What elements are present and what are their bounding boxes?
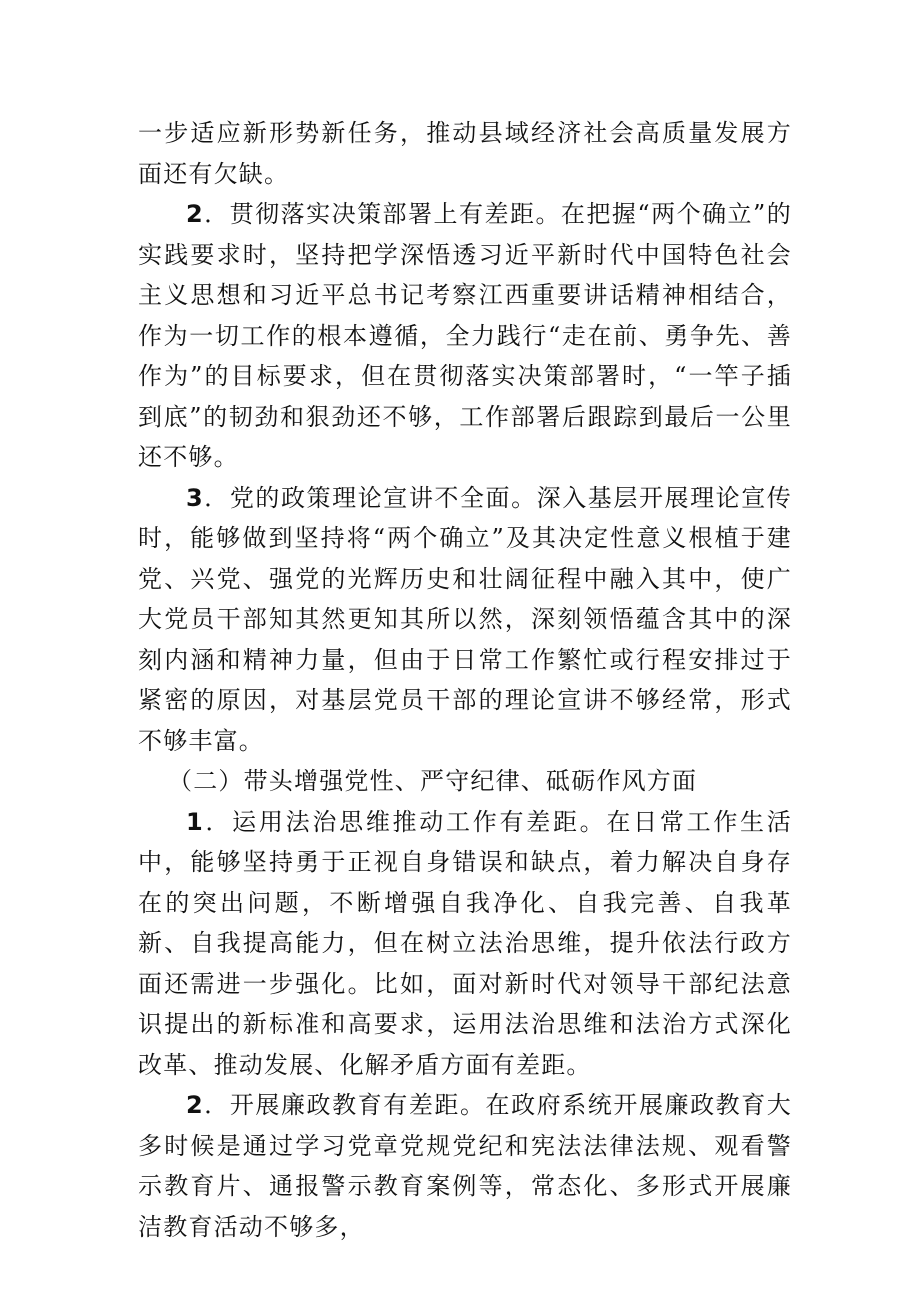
item-number: 2 <box>186 1091 204 1119</box>
paragraph-text: ．运用法治思维推动工作有差距。在日常工作生活中，能够坚持勇于正视自身错误和缺点，着力解决自身存在的突出问题，不断增强自我净化、自我完善、自我革新、自我提高能力，但在树立法治思维，提升依法行政方面还需进一步强化。比如，面对新时代对领导干部纪法意识提出的新标准和高要求，运用法治思维和法治方式深化改革、推动发展、化解矛盾方面有差距。 <box>138 807 792 1079</box>
paragraph-text: ．贯彻落实决策部署上有差距。在把握“两个确立”的实践要求时，坚持把学深悟透习近平新时代中国特色社会主义思想和习近平总书记考察江西重要讲话精神相结合，作为一切工作的根本遵循，全力践行“走在前、勇争先、善作为”的目标要求，但在贯彻落实决策部署时，“一竿子插到底”的韧劲和狠劲还不够，工作部署后跟踪到最后一公里还不够。 <box>138 200 792 471</box>
paragraph-item-3-policy-theory <box>138 478 792 762</box>
paragraph-text: 一步适应新形势新任务，推动县域经济社会高质量发展方面还有欠缺。 <box>138 119 792 188</box>
item-number: 1 <box>186 807 204 836</box>
paragraph-item-2-decision-implementation <box>138 194 792 478</box>
section-heading-two: （二）带头增强党性、严守纪律、砥砺作风方面 <box>168 767 698 795</box>
paragraph-item-2-integrity-education <box>138 1085 792 1247</box>
item-number: 3 <box>186 483 204 512</box>
item-number: 2 <box>186 200 204 228</box>
paragraph-continuation <box>138 113 792 194</box>
paragraph-text: ．党的政策理论宣讲不全面。深入基层开展理论宣传时，能够做到坚持将“两个确立”及其决定性意义根植于建党、兴党、强党的光辉历史和壮阔征程中融入其中，使广大党员干部知其然更知其所以然，深刻领悟蕴含其中的深刻内涵和精神力量，但由于日常工作繁忙或行程安排过于紧密的原因，对基层党员干部的理论宣讲不够经常，形式不够丰富。 <box>138 483 792 755</box>
paragraph-item-1-rule-of-law <box>138 802 792 1086</box>
document-body <box>138 113 792 1247</box>
paragraph-text: ．开展廉政教育有差距。在政府系统开展廉政教育大多时候是通过学习党章党规党纪和宪法法律法规、观看警示教育片、通报警示教育案例等，常态化、多形式开展廉洁教育活动不够多， <box>138 1091 792 1241</box>
